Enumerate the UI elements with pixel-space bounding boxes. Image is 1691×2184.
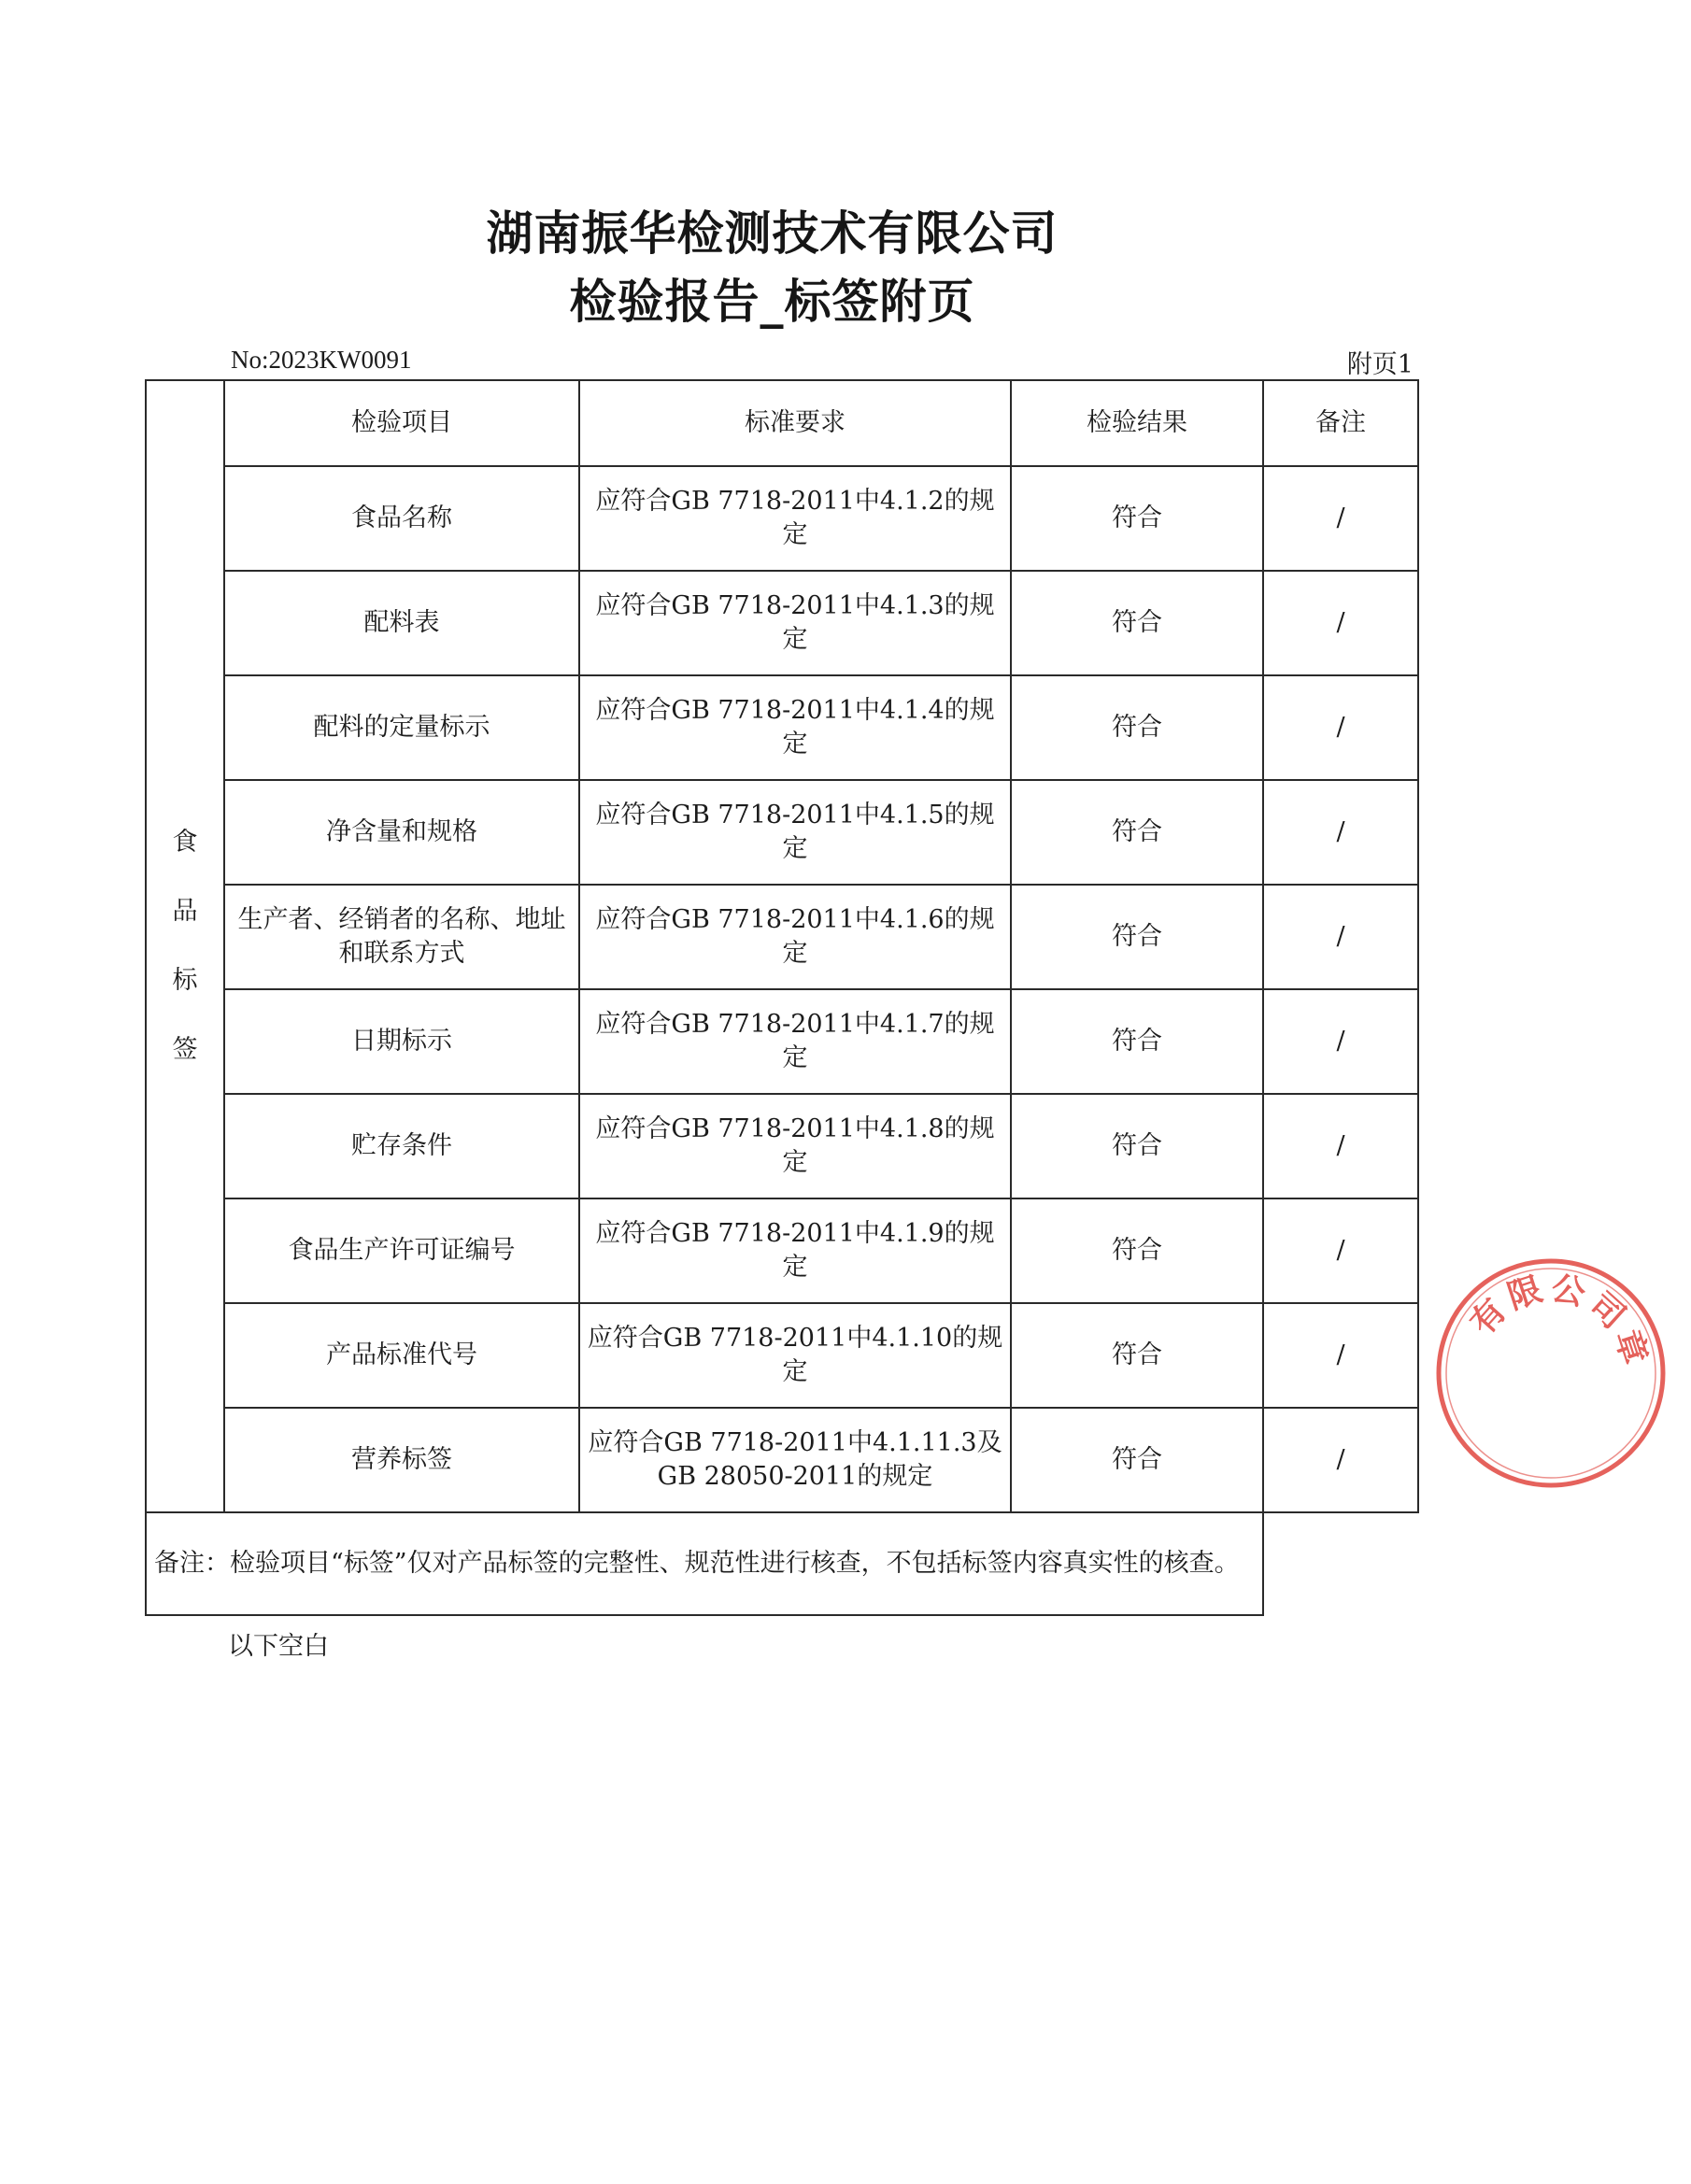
result-cell: 符合 xyxy=(1011,1198,1263,1303)
item-cell: 食品名称 xyxy=(224,466,579,571)
requirement-cell: 应符合GB 7718-2011中4.1.9的规定 xyxy=(579,1198,1011,1303)
page-label: 附页1 xyxy=(1346,350,1414,379)
column-header-item: 检验项目 xyxy=(224,380,579,466)
remark-cell: / xyxy=(1263,675,1418,780)
requirement-cell: 应符合GB 7718-2011中4.1.3的规定 xyxy=(579,571,1011,675)
result-cell: 符合 xyxy=(1011,466,1263,571)
blank-below-text: 以下空白 xyxy=(228,1632,329,1661)
item-cell: 产品标准代号 xyxy=(224,1303,579,1408)
company-seal xyxy=(1411,1233,1655,1513)
note-row xyxy=(146,1512,1418,1615)
requirement-cell: 应符合GB 7718-2011中4.1.11.3及GB 28050-2011的规定 xyxy=(579,1408,1011,1512)
result-cell: 符合 xyxy=(1011,885,1263,989)
table-row xyxy=(146,1408,1418,1512)
seal-char: 有 xyxy=(1463,1291,1514,1343)
column-header-requirement: 标准要求 xyxy=(579,380,1011,466)
requirement-cell: 应符合GB 7718-2011中4.1.8的规定 xyxy=(579,1094,1011,1198)
company-title: 湖南振华检测技术有限公司 xyxy=(486,206,1059,261)
remark-cell: / xyxy=(1263,1303,1418,1408)
requirement-cell: 应符合GB 7718-2011中4.1.10的规定 xyxy=(579,1303,1011,1408)
item-cell: 配料表 xyxy=(224,571,579,675)
inspection-table xyxy=(145,379,1419,1616)
category-cell xyxy=(146,380,224,1512)
table-row xyxy=(146,885,1418,989)
remark-cell: / xyxy=(1263,780,1418,885)
table-row xyxy=(146,1198,1418,1303)
seal-char: 章 xyxy=(1607,1325,1655,1369)
remark-cell: / xyxy=(1263,1094,1418,1198)
result-cell: 符合 xyxy=(1011,1408,1263,1512)
seal-stamp-icon xyxy=(1411,1233,1691,1513)
note-cell xyxy=(146,1512,1263,1615)
seal-char: 司 xyxy=(1581,1285,1633,1337)
table-header-row xyxy=(146,380,1418,466)
result-cell: 符合 xyxy=(1011,989,1263,1094)
column-header-remark: 备注 xyxy=(1263,380,1418,466)
remark-cell: / xyxy=(1263,1198,1418,1303)
item-cell: 生产者、经销者的名称、地址和联系方式 xyxy=(224,885,579,989)
item-cell: 营养标签 xyxy=(224,1408,579,1512)
report-number: No:2023KW0091 xyxy=(231,346,412,374)
result-cell: 符合 xyxy=(1011,571,1263,675)
requirement-cell: 应符合GB 7718-2011中4.1.6的规定 xyxy=(579,885,1011,989)
seal-char: 限 xyxy=(1502,1269,1547,1317)
item-cell: 净含量和规格 xyxy=(224,780,579,885)
table-row xyxy=(146,675,1418,780)
report-title: 检验报告_标签附页 xyxy=(569,275,975,329)
requirement-cell: 应符合GB 7718-2011中4.1.7的规定 xyxy=(579,989,1011,1094)
item-cell: 日期标示 xyxy=(224,989,579,1094)
item-cell: 食品生产许可证编号 xyxy=(224,1198,579,1303)
column-header-result: 检验结果 xyxy=(1011,380,1263,466)
item-cell: 配料的定量标示 xyxy=(224,675,579,780)
remark-cell: / xyxy=(1263,571,1418,675)
requirement-cell: 应符合GB 7718-2011中4.1.5的规定 xyxy=(579,780,1011,885)
remark-cell: / xyxy=(1263,885,1418,989)
requirement-cell: 应符合GB 7718-2011中4.1.4的规定 xyxy=(579,675,1011,780)
table-row xyxy=(146,466,1418,571)
category-label: 食品标签 xyxy=(172,828,198,1064)
remark-cell: / xyxy=(1263,466,1418,571)
table-row xyxy=(146,571,1418,675)
result-cell: 符合 xyxy=(1011,1094,1263,1198)
result-cell: 符合 xyxy=(1011,1303,1263,1408)
result-cell: 符合 xyxy=(1011,675,1263,780)
remark-cell: / xyxy=(1263,989,1418,1094)
table-row xyxy=(146,1094,1418,1198)
note-text: 备注：检验项目“标签”仅对产品标签的完整性、规范性进行核查，不包括标签内容真实性的核查。 xyxy=(154,1549,1240,1578)
item-cell: 贮存条件 xyxy=(224,1094,579,1198)
requirement-cell: 应符合GB 7718-2011中4.1.2的规定 xyxy=(579,466,1011,571)
remark-cell: / xyxy=(1263,1408,1418,1512)
table-row xyxy=(146,989,1418,1094)
table-row xyxy=(146,1303,1418,1408)
result-cell: 符合 xyxy=(1011,780,1263,885)
seal-char: 公 xyxy=(1547,1269,1589,1314)
table-row xyxy=(146,780,1418,885)
